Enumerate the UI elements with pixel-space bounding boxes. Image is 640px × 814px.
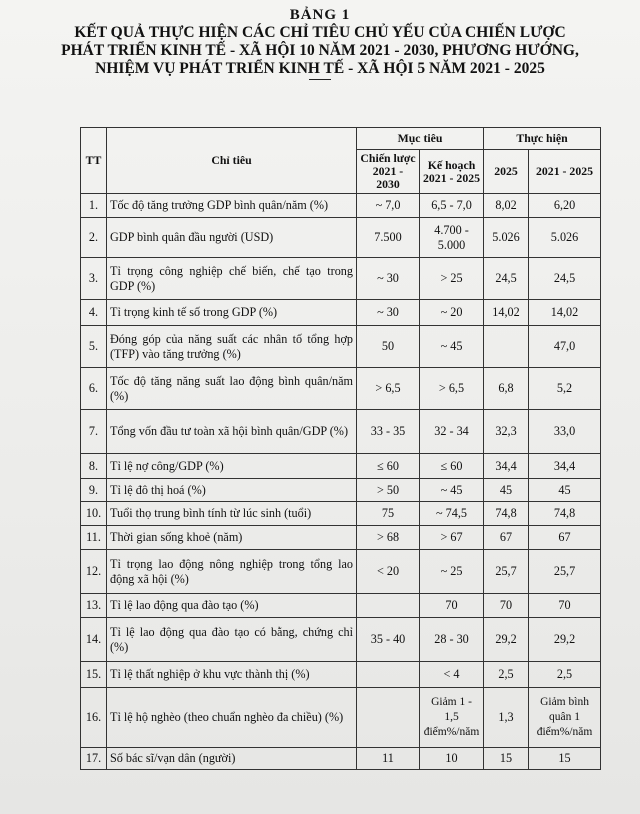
table-row [81,218,601,258]
actual-period-value: 47,0 [529,326,601,368]
row-number: 7. [81,410,107,454]
actual-period-value: 25,7 [529,550,601,594]
indicator-name: Tỉ lệ nợ công/GDP (%) [107,454,357,479]
target-strategy-value: ≤ 60 [357,454,420,479]
indicator-name: Tỉ lệ đô thị hoá (%) [107,479,357,502]
actual-period-value: 70 [529,594,601,618]
target-strategy-value [357,594,420,618]
row-number: 14. [81,618,107,662]
actual-period-value: 29,2 [529,618,601,662]
actual-period-value: 74,8 [529,502,601,526]
target-plan-value: 28 - 30 [420,618,484,662]
table-row [81,368,601,410]
indicator-name: Tỉ lệ lao động qua đào tạo (%) [107,594,357,618]
actual-2025-value: 14,02 [484,300,529,326]
col-actual-2025: 2025 [484,150,529,194]
target-plan-value: < 4 [420,662,484,688]
indicator-name: Tỉ trọng công nghiệp chế biến, chế tạo trong GDP (%) [107,258,357,300]
target-plan-value: ~ 20 [420,300,484,326]
row-number: 12. [81,550,107,594]
indicator-name: Tốc độ tăng năng suất lao động bình quân/năm (%) [107,368,357,410]
table-row [81,502,601,526]
table-row [81,748,601,770]
col-indicator: Chỉ tiêu [107,128,357,194]
actual-2025-value: 1,3 [484,688,529,748]
indicator-name: Tổng vốn đầu tư toàn xã hội bình quân/GDP (%) [107,410,357,454]
target-plan-value: ~ 74,5 [420,502,484,526]
table-row [81,410,601,454]
actual-2025-value: 25,7 [484,550,529,594]
target-strategy-value: 7.500 [357,218,420,258]
actual-2025-value: 67 [484,526,529,550]
row-number: 10. [81,502,107,526]
target-strategy-value: 35 - 40 [357,618,420,662]
actual-period-value: 5.026 [529,218,601,258]
indicator-table [80,127,601,770]
target-plan-value: 70 [420,594,484,618]
target-strategy-value: ~ 7,0 [357,194,420,218]
col-target-plan: Kế hoạch 2021 - 2025 [420,150,484,194]
target-plan-value: > 6,5 [420,368,484,410]
target-strategy-value: 50 [357,326,420,368]
actual-period-value: 24,5 [529,258,601,300]
row-number: 13. [81,594,107,618]
title-block [0,6,640,80]
col-actual-period: 2021 - 2025 [529,150,601,194]
indicator-name: Số bác sĩ/vạn dân (người) [107,748,357,770]
row-number: 15. [81,662,107,688]
indicator-name: Tỉ lệ thất nghiệp ở khu vực thành thị (%) [107,662,357,688]
target-plan-value: 6,5 - 7,0 [420,194,484,218]
col-target-group: Mục tiêu [357,128,484,150]
row-number: 6. [81,368,107,410]
indicator-name: GDP bình quân đầu người (USD) [107,218,357,258]
col-tt: TT [81,128,107,194]
row-number: 2. [81,218,107,258]
title-line-3: NHIỆM VỤ PHÁT TRIỂN KINH TẾ - XÃ HỘI 5 NĂM 2021 - 2025 [95,60,545,77]
actual-2025-value: 5.026 [484,218,529,258]
table-row [81,550,601,594]
actual-2025-value [484,326,529,368]
table-row [81,300,601,326]
target-plan-value: > 25 [420,258,484,300]
actual-period-value: 67 [529,526,601,550]
actual-2025-value: 45 [484,479,529,502]
row-number: 4. [81,300,107,326]
actual-period-value: 33,0 [529,410,601,454]
actual-2025-value: 2,5 [484,662,529,688]
target-strategy-value: ~ 30 [357,300,420,326]
actual-2025-value: 15 [484,748,529,770]
table-row [81,258,601,300]
indicator-name: Tỉ lệ lao động qua đào tạo có bằng, chứng chỉ (%) [107,618,357,662]
indicator-name: Thời gian sống khoẻ (năm) [107,526,357,550]
actual-2025-value: 74,8 [484,502,529,526]
target-strategy-value: > 68 [357,526,420,550]
row-number: 3. [81,258,107,300]
target-plan-value: ~ 25 [420,550,484,594]
target-plan-value: > 67 [420,526,484,550]
actual-period-value: 34,4 [529,454,601,479]
actual-period-value: 14,02 [529,300,601,326]
row-number: 16. [81,688,107,748]
col-target-strategy: Chiến lược 2021 - 2030 [357,150,420,194]
title-divider [309,79,331,80]
row-number: 5. [81,326,107,368]
target-strategy-value: > 50 [357,479,420,502]
actual-2025-value: 8,02 [484,194,529,218]
actual-period-value: 45 [529,479,601,502]
table-row [81,618,601,662]
actual-period-value: 5,2 [529,368,601,410]
table-row [81,662,601,688]
table-row [81,454,601,479]
actual-period-value: 6,20 [529,194,601,218]
table-row [81,594,601,618]
indicator-name: Tỉ trọng kinh tế số trong GDP (%) [107,300,357,326]
actual-2025-value: 29,2 [484,618,529,662]
target-strategy-value [357,662,420,688]
target-strategy-value: 33 - 35 [357,410,420,454]
target-plan-value: ~ 45 [420,479,484,502]
target-strategy-value [357,688,420,748]
target-strategy-value: 11 [357,748,420,770]
actual-2025-value: 32,3 [484,410,529,454]
table-row [81,688,601,748]
actual-2025-value: 34,4 [484,454,529,479]
indicator-name: Tốc độ tăng trưởng GDP bình quân/năm (%) [107,194,357,218]
row-number: 9. [81,479,107,502]
actual-period-value: 15 [529,748,601,770]
target-plan-value: 10 [420,748,484,770]
target-strategy-value: ~ 30 [357,258,420,300]
row-number: 17. [81,748,107,770]
actual-period-value: Giảm bình quân 1 điểm%/năm [529,688,601,748]
actual-period-value: 2,5 [529,662,601,688]
indicator-name: Tuổi thọ trung bình tính từ lúc sinh (tuổi) [107,502,357,526]
actual-2025-value: 6,8 [484,368,529,410]
row-number: 11. [81,526,107,550]
table-row [81,526,601,550]
target-plan-value: 32 - 34 [420,410,484,454]
actual-2025-value: 24,5 [484,258,529,300]
target-strategy-value: 75 [357,502,420,526]
target-plan-value: Giảm 1 - 1,5 điểm%/năm [420,688,484,748]
indicator-name: Tỉ trọng lao động nông nghiệp trong tổng lao động xã hội (%) [107,550,357,594]
row-number: 8. [81,454,107,479]
table-row [81,326,601,368]
col-actual-group: Thực hiện [484,128,601,150]
actual-2025-value: 70 [484,594,529,618]
table-row [81,479,601,502]
indicator-name: Đóng góp của năng suất các nhân tố tổng hợp (TFP) vào tăng trưởng (%) [107,326,357,368]
target-plan-value: ≤ 60 [420,454,484,479]
table-row [81,194,601,218]
target-strategy-value: < 20 [357,550,420,594]
target-plan-value: ~ 45 [420,326,484,368]
row-number: 1. [81,194,107,218]
target-plan-value: 4.700 - 5.000 [420,218,484,258]
title-line-1: KẾT QUẢ THỰC HIỆN CÁC CHỈ TIÊU CHỦ YẾU CỦA CHIẾN LƯỢC [74,24,566,41]
indicator-name: Tỉ lệ hộ nghèo (theo chuẩn nghèo đa chiều) (%) [107,688,357,748]
title-line-2: PHÁT TRIỂN KINH TẾ - XÃ HỘI 10 NĂM 2021 - 2030, PHƯƠNG HƯỚNG, [61,42,579,59]
target-strategy-value: > 6,5 [357,368,420,410]
table-number: BẢNG 1 [289,7,351,23]
